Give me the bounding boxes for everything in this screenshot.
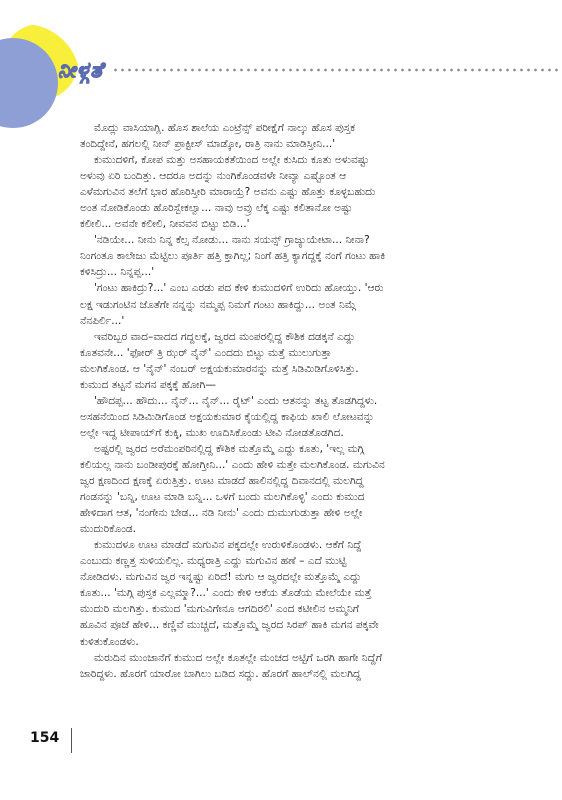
text-line: ನಿಂಗಂತೂ ಕಾಲೇಜು ಮೆಟ್ಟಿಲು ಪೂರ್ತಿ ಹತ್ತಿ ಕ್ತಾಗಿಲ್ಲ; ನಿಂಗೆ ಹತ್ತಿ ಕ್ಯಾಗದ್ದಕ್ಕೆ ನಂಗೆ ಗಂಟು ಹಾಕಿ [80,250,386,263]
text-line: ಕುಮುದ ತಟ್ಟನೆ ಮಗನ ಪಕ್ಕಕ್ಕೆ ಹೋಗಿ— [80,378,216,391]
text-line: ಕಳಿಸಿದ್ರು... ನಿನ್ನಪ್ಪ...' [80,266,155,279]
story-text [80,120,464,682]
text-line: ಕೂತು... 'ಮಗ್ಗಿ ಪುಸ್ತಕ ಎಲ್ಲಮ್ಮಾ?...' ಎಂದು ಕೇಳಿ ಆಕೆಯ ತೊಡೆಯ ಮೇಲೆಯೇ ಮತ್ತೆ [80,587,372,600]
text-line: ಹೂವಿನ ಪೂಜೆ ಹೇಳಿ... ಕಣ್ಣಿವೆ ಮುಚ್ಚದೆ, ಮತ್ತೊಮ್ಮೆ ಜ್ವರದ ಸಿರಪ್ ಹಾಕಿ ಮಗನ ಪಕ್ಕವೇ [80,619,379,632]
text-line: ಲಕ್ಷ ಇಡುಗಂಟಿನ ಜೊತೆಗೇ ನನ್ನನ್ನು ನಮ್ಮಪ್ಪ ನಿಮಗೆ ಗಂಟು ಹಾಕಿದ್ದು... ಅಂತ ನಿಮ್ಗೆ [80,298,357,311]
paragraph [80,329,464,393]
text-line: ಕಲಿಯಲ್ಲ ನಾನು ಬಂಡೀಪುರಕ್ಕೆ ಹೋಗ್ತೀನಿ...' ಎಂದು ಹೇಳಿ ಮತ್ತೇ ಮಲಗಿಕೊಂಡ. ಮಗುವಿನ [80,458,385,471]
text-line: ಕಲೀಲಿ... ಅವನೇ ಕಲೀಲಿ, ನೀವವನ ಬಿಟ್ಟು ಬಿಡಿ...' [80,218,250,231]
section-title: ನೀಳ್ಗತೆ [58,58,104,82]
dotted-rule [112,68,562,72]
page-number: 154 [30,730,60,746]
text-line: ಎಂಬುದು ಕಣ್ಣತ್ತ ಸುಳಿಯಲಿಲ್ಲ. ಮಧ್ಯರಾತ್ರಿ ಎದ್ದು ಮಗುವಿನ ಹಣೆ – ಎದೆ ಮುಟ್ಟಿ [80,555,347,568]
text-line: ಅಳುವು ಏರಿ ಬಂದಿತ್ತು. ಆದರೂ ಅದನ್ನು ನುಂಗಿಕೊಂಡವಳೇ ನೀವ್ಯಾ ಎಷ್ಟೊಂತ ಆ [80,170,347,183]
paragraph [80,441,464,537]
text-line: ಗಂಡನನ್ನು 'ಬನ್ನಿ, ಊಟ ಮಾಡಿ ಬನ್ನಿ... ಒಳಗೆ ಬಂದು ಮಲಗಿಕೊಳ್ಳಿ' ಎಂದು ಕುಮುದ [80,491,365,504]
text-line: ನೆನಪಿರ್ಲಿ...' [80,314,125,327]
text-line: ಕುಮುದಳಿಗೆ, ಕೋಪ ಮತ್ತು ಅಸಹಾಯಕತೆಯಿಂದ ಅಲ್ಲೇ ಕುಸಿದು ಕೂತು ಅಳುವಷ್ಟು [94,154,370,167]
paragraph [80,650,464,682]
text-line: ಅಷ್ಟರಲ್ಲಿ ಜ್ವರದ ಅರೆಮಂಪರಿನಲ್ಲಿದ್ದ ಕೌಶಿಕ ಮತ್ತೊಮ್ಮೆ ಎದ್ದು ಕೂತು, 'ಇಲ್ಲ ಮಗ್ಗಿ [94,442,365,455]
text-line: ಜ್ವರ ಕ್ಷಣದಿಂದ ಕ್ಷಣಕ್ಕೆ ಏರುತ್ತಿತ್ತು. ಊಟ ಮಾಡದೆ ಹಾಲಿನಲ್ಲಿದ್ದ ದಿವಾನದಲ್ಲಿ ಮಲಗಿದ್ದ [80,475,364,488]
text-line: ಮರುದಿನ ಮುಂಜಾನೆಗೆ ಕುಮುದ ಅಲ್ಲೇ ಕೂತಲ್ಲೇ ಮಂಚದ ಅಟ್ಟಿಗೆ ಒರಗಿ ಹಾಗೇ ನಿದ್ದೆಗೆ [94,651,383,664]
paragraph [80,393,464,441]
paragraph [80,537,464,649]
text-line: ತಂದಿದ್ದೇನೆ, ಹಗಲಲ್ಲಿ ನೀನ್ ಪ್ರಾಕ್ಟೀಸ್ ಮಾಡ್ಕೋ, ರಾತ್ರಿ ನಾನು ಮಾಡಿಸ್ತೀನಿ...' [80,138,336,151]
text-line: ನೋಡಿದಳು. ಮಗುವಿನ ಜ್ವರ ಇನ್ನಷ್ಟು ಏರಿದೆ! ಮಗು ಆ ಜ್ವರದಲ್ಲೇ ಮತ್ತೊಮ್ಮೆ ಎದ್ದು [80,571,362,584]
paragraph [80,280,464,328]
text-line: 'ಹೌದಪ್ಪ... ಹೌದು... ನೈನ್... ನೈನ್... ರೈಟ್' ಎಂದು ಆತನನ್ನು ತಟ್ಟ ತೊಡಗಿದ್ದಳು. [94,394,378,407]
text-line: ಮುದುರಿಕೊಂಡ. [80,523,137,536]
text-line: ಮೊದ್ಲು ವಾಸಿಯಾಗ್ಲಿ. ಹೊಸ ಶಾಲೆಯ ಎಂಟ್ರೆನ್ಸ್ ಪರೀಕ್ಷೆಗೆ ನಾಲ್ಕು ಹೊಸ ಪುಸ್ತಕ [94,122,356,134]
text-line: ಅಸಹನೆಯಿಂದ ಸಿಡಿಮಿಡಿಗೊಂಡ ಅಕ್ಷಯಕುಮಾರ ಕೈಯಲ್ಲಿದ್ದ ಕಾಫಿಯ ಖಾಲಿ ಲೋಟವನ್ನು [80,410,375,423]
text-line: ಕುಳಿತುಕೊಂಡಳು. [80,635,139,648]
text-line: ಕೂತವನೇ... 'ಫೋರ್ ತ್ರಿ ಝರ್ ನೈನ್' ಎಂದದು ಬಿಟ್ಟು ಮತ್ತೆ ಮುಲುಗುತ್ತಾ [80,346,332,359]
paragraph [80,152,464,232]
text-line: ಅಲ್ಲೇ ಇದ್ದ ಟೀಪಾಯ್‌ಗೆ ಕುಕ್ಕಿ, ಮುಖ ಊದಿಸಿಕೊಂಡು ಟೀವಿ ನೋಡತೊಡಗಿದ. [80,426,344,439]
text-line: ಮಲಗಿಕೊಂಡ. ಆ 'ನೈನ್' ನಂಬರ್ ಅಕ್ಷಯಕುಮಾರನನ್ನು ಮತ್ತೆ ಸಿಡಿಮಿಡಿಗೊಳಿಸಿತ್ತು. [80,362,359,375]
text-line: ಜಾರಿದ್ದಳು. ಹೊರಗೆ ಯಾರೋ ಬಾಗಿಲು ಬಡಿದ ಸದ್ದು. ಹೊರಗೆ ಹಾಲ್‌ನಲ್ಲಿ ಮಲಗಿದ್ದ [80,667,361,680]
text-line: ಅಂತ ನೋಡಿಕೊಂಡು ಹೊರಿಸ್ಬೇಕಲ್ವಾ... ನಾವು ಅವ್ರು ಲೆಕ್ಕ ಎಷ್ಟು ಕಲಿತಾನೋ ಅಷ್ಟು [80,202,353,215]
text-line: ಕುಮುದಳೂ ಊಟ ಮಾಡದೆ ಮಗುವಿನ ಪಕ್ಕದಲ್ಲೇ ಉರುಳಿಕೊಂಡಳು. ಆಕೆಗೆ ನಿದ್ದೆ [94,539,362,552]
text-line: ಇವರಿಬ್ಬರ ವಾದ–ವಾದದ ಗದ್ದಲಕ್ಕೆ, ಜ್ವರದ ಮಂಪರಲ್ಲಿದ್ದ ಕೌಶಿಕ ದಡಕ್ಕನೆ ಎದ್ದು [94,330,356,343]
paragraph [80,232,464,280]
margin-rule [71,728,72,753]
text-line: 'ನಡಿಯೇ... ನೀನು ನಿನ್ನ ಕೆಲ್ಸ ನೋಡು... ನಾನು ಸಯನ್ಸ್ ಗ್ರಾಜ್ಯುಯೇಟಾ... ನೀನಾ? [94,234,370,247]
text-line: ಮುದುರಿ ಮಲಗಿತ್ತು. ಕುಮುದ 'ಮಗುವಿಗೇನೂ ಆಗದಿರಲಿ' ಎಂದ ಕಟೀಲಿನ ಅಮ್ಮನಿಗೆ [80,603,360,616]
text-line: 'ಗಂಟು ಹಾಕಿದ್ರು?...' ಎಂಬ ಎರಡು ಪದ ಕೇಳಿ ಕುಮುದಳಿಗೆ ಉರಿದು ಹೋಯ್ತು. 'ಆರು [94,282,384,295]
text-line: ಎಳೆಮಗುವಿನ ತಲೆಗೆ ಭಾರ ಹೊರಿಸ್ತೀರಿ ಮಾರಾಯ್ರೆ? ಅವನು ಎಷ್ಟು ಹೊತ್ತು ಕೂಳ್ಳಬಹುದು [80,186,376,199]
text-line: ಹೇಳಿದಾಗ ಆತ, 'ನಂಗೇನು ಬೇಡ... ನಡಿ ನೀನು' ಎಂದು ದುಮುಗುಡುತ್ತಾ ಹೇಳಿ ಅಲ್ಲೇ [80,507,363,520]
paragraph [80,120,464,152]
